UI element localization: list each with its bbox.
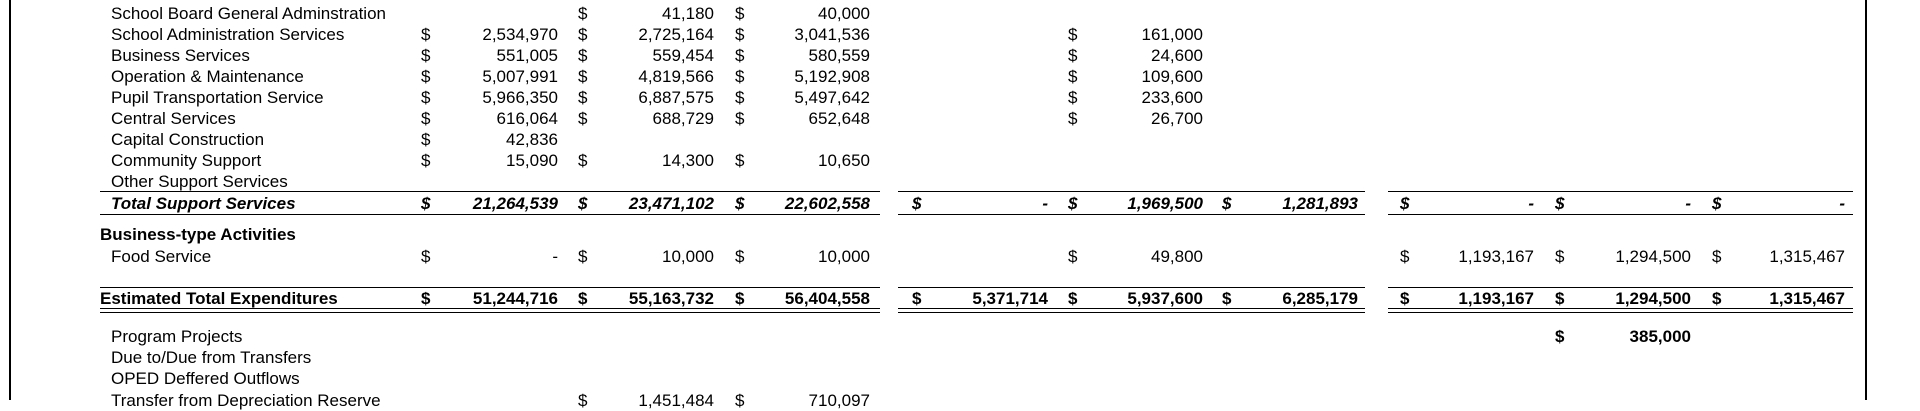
value-cell: 10,000 <box>662 247 714 266</box>
dollar-sign: $ <box>912 289 922 308</box>
dollar-sign: $ <box>912 194 922 213</box>
section-heading-business-type: Business-type Activities <box>100 225 296 244</box>
row-label-school-admin: School Administration Services <box>111 25 345 44</box>
dollar-sign: $ <box>1400 194 1410 213</box>
row-label-operation: Operation & Maintenance <box>111 67 304 86</box>
dollar-sign: $ <box>1068 194 1078 213</box>
rule-above-total-support-right <box>1388 191 1853 192</box>
value-cell: 41,180 <box>662 4 714 23</box>
dollar-sign: $ <box>578 4 588 23</box>
dollar-sign: $ <box>421 151 431 170</box>
dollar-sign: $ <box>735 4 745 23</box>
dollar-sign: $ <box>735 151 745 170</box>
dollar-sign: $ <box>735 109 745 128</box>
value-cell: 21,264,539 <box>472 194 558 213</box>
dollar-sign: $ <box>735 88 745 107</box>
dollar-sign: $ <box>1400 289 1410 308</box>
value-cell: 5,371,714 <box>972 289 1048 308</box>
dollar-sign: $ <box>1068 247 1078 266</box>
value-cell: 23,471,102 <box>628 194 714 213</box>
rule-above-total-support <box>100 191 880 192</box>
dollar-sign: $ <box>1068 109 1078 128</box>
dollar-sign: $ <box>421 194 431 213</box>
value-cell: 710,097 <box>808 391 870 410</box>
value-cell: 51,244,716 <box>472 289 558 308</box>
value-cell: 1,193,167 <box>1458 289 1534 308</box>
dollar-sign: $ <box>578 25 588 44</box>
dollar-sign: $ <box>735 194 745 213</box>
dollar-sign: $ <box>1712 194 1722 213</box>
value-cell: - <box>1685 194 1691 213</box>
value-cell: 1,281,893 <box>1282 194 1358 213</box>
value-cell: 1,315,467 <box>1769 247 1845 266</box>
value-cell: 15,090 <box>506 151 558 170</box>
dollar-sign: $ <box>578 88 588 107</box>
dollar-sign: $ <box>578 67 588 86</box>
value-cell: 559,454 <box>652 46 714 65</box>
double-rule-below-estimated-total-right <box>1388 308 1853 313</box>
dollar-sign: $ <box>578 391 588 410</box>
rule-below-total-support <box>100 214 880 215</box>
row-label-school-board: School Board General Adminstration <box>111 4 386 23</box>
row-label-other-support: Other Support Services <box>111 172 288 191</box>
dollar-sign: $ <box>421 67 431 86</box>
dollar-sign: $ <box>421 130 431 149</box>
value-cell: 2,534,970 <box>482 25 558 44</box>
value-cell: - <box>1839 194 1845 213</box>
value-cell: 161,000 <box>1141 25 1203 44</box>
row-label-pupil-transport: Pupil Transportation Service <box>111 88 324 107</box>
value-cell: 42,836 <box>506 130 558 149</box>
value-cell: 1,294,500 <box>1615 247 1691 266</box>
rule-below-total-support-right <box>1388 214 1853 215</box>
value-cell: 22,602,558 <box>784 194 870 213</box>
rule-above-total-support-mid <box>898 191 1365 192</box>
value-cell: 40,000 <box>818 4 870 23</box>
dollar-sign: $ <box>1068 67 1078 86</box>
row-label-business: Business Services <box>111 46 250 65</box>
row-label-due-to: Due to/Due from Transfers <box>111 348 312 367</box>
row-label-food-service: Food Service <box>111 247 212 266</box>
row-label-capital: Capital Construction <box>111 130 265 149</box>
value-cell: 5,497,642 <box>794 88 870 107</box>
dollar-sign: $ <box>421 25 431 44</box>
row-label-oped: OPED Deffered Outflows <box>111 369 300 388</box>
value-cell: 1,315,467 <box>1769 289 1845 308</box>
value-cell: 551,005 <box>496 46 558 65</box>
value-cell: 233,600 <box>1141 88 1203 107</box>
dollar-sign: $ <box>735 67 745 86</box>
value-cell: 3,041,536 <box>794 25 870 44</box>
value-cell: 5,937,600 <box>1127 289 1203 308</box>
page-border-right <box>1865 0 1867 400</box>
value-cell: 6,285,179 <box>1282 289 1358 308</box>
value-cell: 26,700 <box>1151 109 1203 128</box>
value-cell: 10,650 <box>818 151 870 170</box>
value-cell: 56,404,558 <box>784 289 870 308</box>
value-cell: 55,163,732 <box>628 289 714 308</box>
value-cell: 1,969,500 <box>1127 194 1203 213</box>
value-cell: 1,294,500 <box>1615 289 1691 308</box>
value-cell: - <box>552 247 558 266</box>
value-cell: 14,300 <box>662 151 714 170</box>
value-cell: 5,007,991 <box>482 67 558 86</box>
value-cell: 1,451,484 <box>638 391 714 410</box>
dollar-sign: $ <box>735 25 745 44</box>
double-rule-below-estimated-total <box>100 308 880 313</box>
row-label-estimated-total: Estimated Total Expenditures <box>100 289 338 308</box>
value-cell: 5,192,908 <box>794 67 870 86</box>
dollar-sign: $ <box>735 46 745 65</box>
dollar-sign: $ <box>578 289 588 308</box>
dollar-sign: $ <box>1712 289 1722 308</box>
value-cell: 652,648 <box>808 109 870 128</box>
dollar-sign: $ <box>1068 289 1078 308</box>
value-cell: 385,000 <box>1629 327 1691 346</box>
dollar-sign: $ <box>421 247 431 266</box>
dollar-sign: $ <box>735 247 745 266</box>
dollar-sign: $ <box>578 151 588 170</box>
dollar-sign: $ <box>1555 194 1565 213</box>
dollar-sign: $ <box>578 109 588 128</box>
dollar-sign: $ <box>578 247 588 266</box>
dollar-sign: $ <box>421 88 431 107</box>
value-cell: 2,725,164 <box>638 25 714 44</box>
value-cell: 580,559 <box>808 46 870 65</box>
dollar-sign: $ <box>1555 247 1565 266</box>
dollar-sign: $ <box>421 46 431 65</box>
row-label-community: Community Support <box>111 151 262 170</box>
dollar-sign: $ <box>1555 327 1565 346</box>
dollar-sign: $ <box>578 194 588 213</box>
row-label-transfer-depreciation: Transfer from Depreciation Reserve <box>111 391 381 410</box>
row-label-program-projects: Program Projects <box>111 327 243 346</box>
dollar-sign: $ <box>578 46 588 65</box>
dollar-sign: $ <box>1222 289 1232 308</box>
dollar-sign: $ <box>735 289 745 308</box>
dollar-sign: $ <box>735 391 745 410</box>
value-cell: 5,966,350 <box>482 88 558 107</box>
dollar-sign: $ <box>1400 247 1410 266</box>
dollar-sign: $ <box>1068 25 1078 44</box>
rule-below-total-support-mid <box>898 214 1365 215</box>
value-cell: 109,600 <box>1141 67 1203 86</box>
value-cell: 6,887,575 <box>638 88 714 107</box>
value-cell: 616,064 <box>496 109 558 128</box>
dollar-sign: $ <box>421 109 431 128</box>
double-rule-below-estimated-total-mid <box>898 308 1365 313</box>
value-cell: - <box>1042 194 1048 213</box>
dollar-sign: $ <box>1555 289 1565 308</box>
value-cell: 4,819,566 <box>638 67 714 86</box>
value-cell: 10,000 <box>818 247 870 266</box>
value-cell: 1,193,167 <box>1458 247 1534 266</box>
row-label-total-support: Total Support Services <box>111 194 296 213</box>
value-cell: 688,729 <box>652 109 714 128</box>
page-border-left <box>9 0 11 400</box>
row-label-central: Central Services <box>111 109 236 128</box>
value-cell: - <box>1528 194 1534 213</box>
dollar-sign: $ <box>1712 247 1722 266</box>
dollar-sign: $ <box>421 289 431 308</box>
dollar-sign: $ <box>1222 194 1232 213</box>
dollar-sign: $ <box>1068 46 1078 65</box>
value-cell: 49,800 <box>1151 247 1203 266</box>
value-cell: 24,600 <box>1151 46 1203 65</box>
dollar-sign: $ <box>1068 88 1078 107</box>
